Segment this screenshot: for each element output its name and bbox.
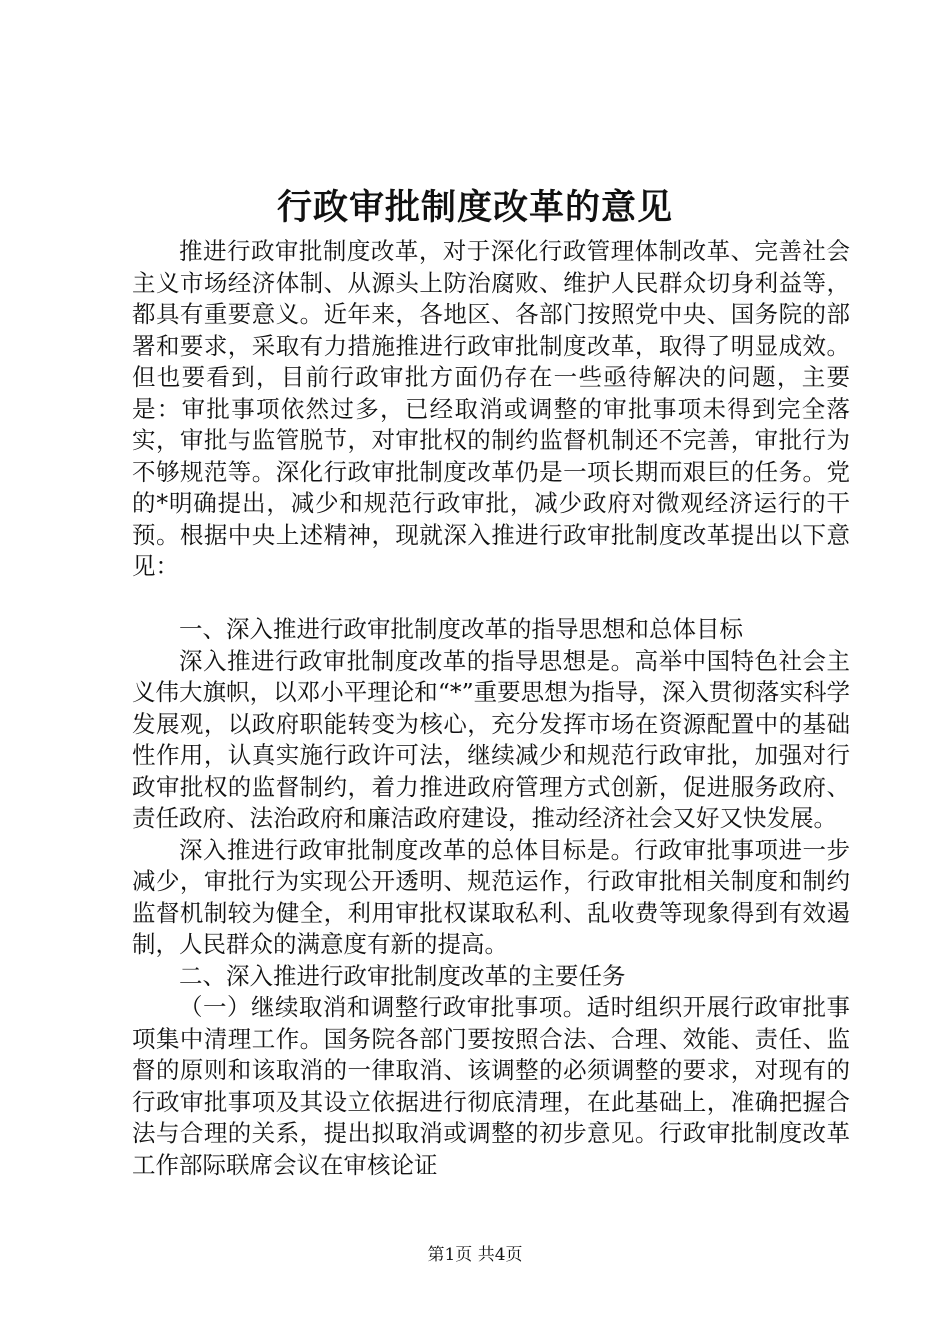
paragraph-guiding-thought: 深入推进行政审批制度改革的指导思想是。高举中国特色社会主义伟大旗帜，以邓小平理论和“*”重要思想为指导，深入贯彻落实科学发展观，以政府职能转变为核心，充分发挥市场在资源配置中的基础性作用，认真实施行政许可法，继续减少和规范行政审批，加强对行政审批权的监督制约，着力推进政府管理方式创新，促进服务政府、责任政府、法治政府和廉洁政府建设，推动经济社会又好又快发展。 [132, 646, 850, 832]
section-heading-2: 二、深入推进行政审批制度改革的主要任务 [179, 961, 626, 990]
page-number-footer: 第1页 共4页 [427, 1245, 523, 1265]
section-heading-1: 一、深入推进行政审批制度改革的指导思想和总体目标 [179, 615, 743, 643]
paragraph-task-1: （一）继续取消和调整行政审批事项。适时组织开展行政审批事项集中清理工作。国务院各部门要按照合法、合理、效能、责任、监督的原则和该取消的一律取消、该调整的必须调整的要求，对现有的行政审批事项及其设立依据进行彻底清理，在此基础上，准确把握合法与合理的关系，提出拟取消或调整的初步意见。行政审批制度改革工作部际联席会议在审核论证 [132, 993, 850, 1179]
paragraph-overall-goal: 深入推进行政审批制度改革的总体目标是。行政审批事项进一步减少，审批行为实现公开透明、规范运作，行政审批相关制度和制约监督机制较为健全，利用审批权谋取私利、乱收费等现象得到有效遏制，人民群众的满意度有新的提高。 [132, 835, 850, 958]
document-title: 行政审批制度改革的意见 [276, 187, 673, 228]
paragraph-spacer [132, 583, 850, 615]
document-body [132, 236, 850, 1181]
paragraph-intro: 推进行政审批制度改革，对于深化行政管理体制改革、完善社会主义市场经济体制、从源头上防治腐败、维护人民群众切身利益等，都具有重要意义。近年来，各地区、各部门按照党中央、国务院的部署和要求，采取有力措施推进行政审批制度改革，取得了明显成效。但也要看到，目前行政审批方面仍存在一些亟待解决的问题，主要是：审批事项依然过多，已经取消或调整的审批事项未得到完全落实，审批与监管脱节，对审批权的制约监督机制还不完善，审批行为不够规范等。深化行政审批制度改革仍是一项长期而艰巨的任务。党的*明确提出，减少和规范行政审批，减少政府对微观经济运行的干预。根据中央上述精神，现就深入推进行政审批制度改革提出以下意见： [132, 237, 850, 580]
